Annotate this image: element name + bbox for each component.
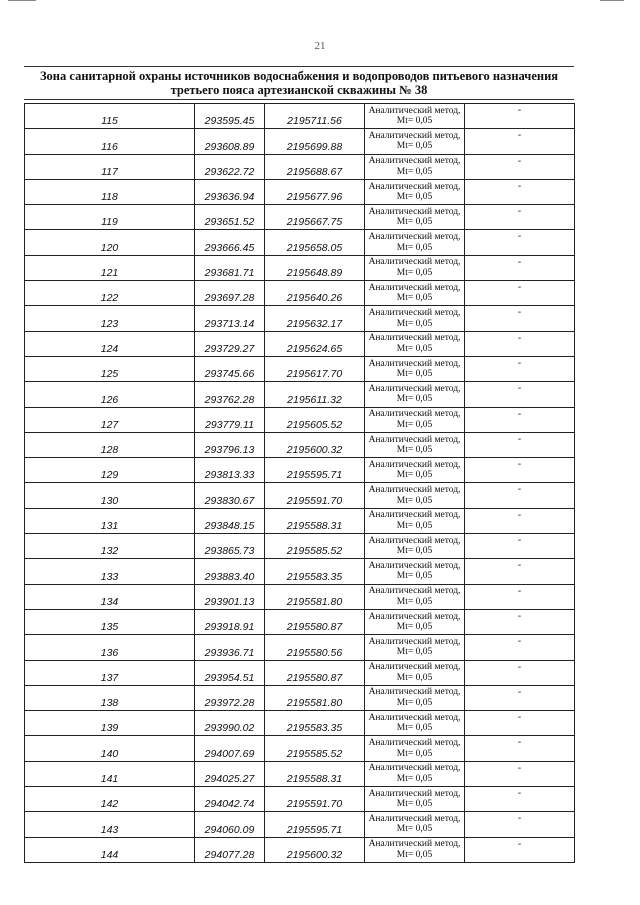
remark-cell: - (465, 534, 575, 559)
table-row (25, 787, 575, 812)
method-cell (365, 331, 465, 356)
accuracy-text: Mt= 0,05 (396, 343, 433, 354)
remark-cell: - (465, 660, 575, 685)
table-row (25, 407, 575, 432)
accuracy-text: Mt= 0,05 (396, 571, 433, 582)
y-coordinate: 2195583.35 (265, 559, 365, 584)
point-number: 125 (25, 356, 195, 381)
remark-cell: - (465, 356, 575, 381)
accuracy-text: Mt= 0,05 (396, 192, 433, 203)
remark-cell: - (465, 635, 575, 660)
method-cell (365, 559, 465, 584)
method-text: Аналитический метод, (368, 409, 461, 420)
y-coordinate: 2195699.88 (265, 129, 365, 154)
point-number: 124 (25, 331, 195, 356)
coordinates-table (24, 103, 575, 863)
point-number: 122 (25, 281, 195, 306)
point-number: 142 (25, 787, 195, 812)
accuracy-text: Mt= 0,05 (396, 419, 433, 430)
point-number: 116 (25, 129, 195, 154)
remark-cell: - (465, 331, 575, 356)
table-row (25, 382, 575, 407)
point-number: 143 (25, 812, 195, 837)
x-coordinate: 293622.72 (195, 154, 265, 179)
table-row (25, 154, 575, 179)
accuracy-text: Mt= 0,05 (396, 773, 433, 784)
method-text: Аналитический метод, (368, 636, 461, 647)
method-cell (365, 508, 465, 533)
y-coordinate: 2195583.35 (265, 711, 365, 736)
table-row (25, 306, 575, 331)
accuracy-text: Mt= 0,05 (396, 520, 433, 531)
y-coordinate: 2195581.80 (265, 685, 365, 710)
accuracy-text: Mt= 0,05 (396, 293, 433, 304)
y-coordinate: 2195595.71 (265, 458, 365, 483)
remark-cell: - (465, 179, 575, 204)
y-coordinate: 2195600.32 (265, 432, 365, 457)
accuracy-text: Mt= 0,05 (396, 141, 433, 152)
point-number: 129 (25, 458, 195, 483)
method-cell (365, 154, 465, 179)
point-number: 132 (25, 534, 195, 559)
remark-cell: - (465, 432, 575, 457)
remark-cell: - (465, 736, 575, 761)
accuracy-text: Mt= 0,05 (396, 647, 433, 658)
method-text: Аналитический метод, (368, 560, 461, 571)
y-coordinate: 2195595.71 (265, 812, 365, 837)
y-coordinate: 2195632.17 (265, 306, 365, 331)
method-text: Аналитический метод, (368, 282, 461, 293)
accuracy-text: Mt= 0,05 (396, 217, 433, 228)
title-line-2: третьего пояса артезианской скважины № 38 (170, 83, 428, 97)
point-number: 118 (25, 179, 195, 204)
y-coordinate: 2195611.32 (265, 382, 365, 407)
accuracy-text: Mt= 0,05 (396, 748, 433, 759)
table-row (25, 432, 575, 457)
table-row (25, 281, 575, 306)
table-row (25, 104, 575, 129)
method-text: Аналитический метод, (368, 510, 461, 521)
table-row (25, 205, 575, 230)
point-number: 138 (25, 685, 195, 710)
table-row (25, 179, 575, 204)
y-coordinate: 2195624.65 (265, 331, 365, 356)
table-row (25, 458, 575, 483)
remark-cell: - (465, 205, 575, 230)
method-text: Аналитический метод, (368, 434, 461, 445)
remark-cell: - (465, 787, 575, 812)
table-row (25, 356, 575, 381)
table-row (25, 483, 575, 508)
point-number: 131 (25, 508, 195, 533)
method-cell (365, 787, 465, 812)
y-coordinate: 2195688.67 (265, 154, 365, 179)
accuracy-text: Mt= 0,05 (396, 267, 433, 278)
x-coordinate: 293954.51 (195, 660, 265, 685)
y-coordinate: 2195658.05 (265, 230, 365, 255)
accuracy-text: Mt= 0,05 (396, 799, 433, 810)
method-text: Аналитический метод, (368, 813, 461, 824)
document-title (24, 66, 574, 100)
method-cell (365, 356, 465, 381)
method-cell (365, 382, 465, 407)
method-text: Аналитический метод, (368, 763, 461, 774)
method-text: Аналитический метод, (368, 383, 461, 394)
point-number: 119 (25, 205, 195, 230)
method-cell (365, 306, 465, 331)
point-number: 117 (25, 154, 195, 179)
accuracy-text: Mt= 0,05 (396, 849, 433, 860)
y-coordinate: 2195580.87 (265, 609, 365, 634)
method-text: Аналитический метод, (368, 586, 461, 597)
x-coordinate: 293636.94 (195, 179, 265, 204)
method-text: Аналитический метод, (368, 738, 461, 749)
remark-cell: - (465, 812, 575, 837)
method-text: Аналитический метод, (368, 459, 461, 470)
method-text: Аналитический метод, (368, 788, 461, 799)
remark-cell: - (465, 508, 575, 533)
remark-cell: - (465, 281, 575, 306)
method-cell (365, 685, 465, 710)
x-coordinate: 294060.09 (195, 812, 265, 837)
table-row (25, 255, 575, 280)
accuracy-text: Mt= 0,05 (396, 495, 433, 506)
point-number: 134 (25, 584, 195, 609)
remark-cell: - (465, 685, 575, 710)
y-coordinate: 2195617.70 (265, 356, 365, 381)
x-coordinate: 293762.28 (195, 382, 265, 407)
remark-cell: - (465, 837, 575, 862)
method-text: Аналитический метод, (368, 257, 461, 268)
table-row (25, 837, 575, 862)
accuracy-text: Mt= 0,05 (396, 318, 433, 329)
remark-cell: - (465, 104, 575, 129)
remark-cell: - (465, 255, 575, 280)
title-line-1: Зона санитарной охраны источников водоснабжения и водопроводов питьевого назначения (39, 69, 559, 83)
accuracy-text: Mt= 0,05 (396, 596, 433, 607)
remark-cell: - (465, 711, 575, 736)
accuracy-text: Mt= 0,05 (396, 394, 433, 405)
method-text: Аналитический метод, (368, 181, 461, 192)
accuracy-text: Mt= 0,05 (396, 445, 433, 455)
table-row (25, 660, 575, 685)
accuracy-text: Mt= 0,05 (396, 824, 433, 835)
y-coordinate: 2195580.87 (265, 660, 365, 685)
method-cell (365, 837, 465, 862)
table-row (25, 761, 575, 786)
y-coordinate: 2195648.89 (265, 255, 365, 280)
accuracy-text: Mt= 0,05 (396, 672, 433, 683)
x-coordinate: 293681.71 (195, 255, 265, 280)
y-coordinate: 2195591.70 (265, 787, 365, 812)
method-text: Аналитический метод, (368, 308, 461, 319)
method-cell (365, 407, 465, 432)
table-row (25, 230, 575, 255)
remark-cell: - (465, 129, 575, 154)
table-row (25, 508, 575, 533)
y-coordinate: 2195711.56 (265, 104, 365, 129)
method-cell (365, 104, 465, 129)
accuracy-text: Mt= 0,05 (396, 242, 433, 253)
x-coordinate: 293883.40 (195, 559, 265, 584)
point-number: 128 (25, 432, 195, 457)
method-text: Аналитический метод, (368, 333, 461, 344)
x-coordinate: 294077.28 (195, 837, 265, 862)
method-text: Аналитический метод, (368, 839, 461, 850)
table-row (25, 129, 575, 154)
remark-cell: - (465, 761, 575, 786)
method-text: Аналитический метод, (368, 156, 461, 167)
method-text: Аналитический метод, (368, 232, 461, 243)
x-coordinate: 293796.13 (195, 432, 265, 457)
y-coordinate: 2195677.96 (265, 179, 365, 204)
y-coordinate: 2195580.56 (265, 635, 365, 660)
table-row (25, 331, 575, 356)
method-cell (365, 660, 465, 685)
remark-cell: - (465, 407, 575, 432)
accuracy-text: Mt= 0,05 (396, 116, 433, 127)
remark-cell: - (465, 584, 575, 609)
x-coordinate: 293848.15 (195, 508, 265, 533)
method-cell (365, 711, 465, 736)
accuracy-text: Mt= 0,05 (396, 697, 433, 708)
point-number: 120 (25, 230, 195, 255)
method-cell (365, 432, 465, 457)
method-text: Аналитический метод, (368, 712, 461, 723)
method-cell (365, 483, 465, 508)
x-coordinate: 293608.89 (195, 129, 265, 154)
method-text: Аналитический метод, (368, 130, 461, 141)
method-cell (365, 534, 465, 559)
table-row (25, 609, 575, 634)
remark-cell: - (465, 559, 575, 584)
remark-cell: - (465, 382, 575, 407)
point-number: 115 (25, 104, 195, 129)
point-number: 141 (25, 761, 195, 786)
accuracy-text: Mt= 0,05 (396, 622, 433, 633)
method-cell (365, 179, 465, 204)
x-coordinate: 293779.11 (195, 407, 265, 432)
y-coordinate: 2195588.31 (265, 508, 365, 533)
y-coordinate: 2195605.52 (265, 407, 365, 432)
x-coordinate: 293713.14 (195, 306, 265, 331)
method-cell (365, 736, 465, 761)
y-coordinate: 2195588.31 (265, 761, 365, 786)
x-coordinate: 293830.67 (195, 483, 265, 508)
y-coordinate: 2195640.26 (265, 281, 365, 306)
remark-cell: - (465, 306, 575, 331)
accuracy-text: Mt= 0,05 (396, 723, 433, 734)
remark-cell: - (465, 154, 575, 179)
method-text: Аналитический метод, (368, 535, 461, 546)
point-number: 127 (25, 407, 195, 432)
method-text: Аналитический метод, (368, 105, 461, 116)
method-cell (365, 635, 465, 660)
table-row (25, 534, 575, 559)
x-coordinate: 294042.74 (195, 787, 265, 812)
method-text: Аналитический метод, (368, 662, 461, 673)
top-right-rule (600, 0, 624, 1)
remark-cell: - (465, 483, 575, 508)
method-cell (365, 584, 465, 609)
method-text: Аналитический метод, (368, 206, 461, 217)
table-row (25, 584, 575, 609)
x-coordinate: 293901.13 (195, 584, 265, 609)
method-cell (365, 609, 465, 634)
point-number: 144 (25, 837, 195, 862)
point-number: 130 (25, 483, 195, 508)
method-cell (365, 230, 465, 255)
remark-cell: - (465, 609, 575, 634)
accuracy-text: Mt= 0,05 (396, 166, 433, 177)
table-row (25, 685, 575, 710)
top-left-rule (8, 0, 36, 1)
method-text: Аналитический метод, (368, 358, 461, 369)
method-text: Аналитический метод, (368, 485, 461, 496)
point-number: 123 (25, 306, 195, 331)
x-coordinate: 293813.33 (195, 458, 265, 483)
x-coordinate: 293729.27 (195, 331, 265, 356)
method-cell (365, 458, 465, 483)
y-coordinate: 2195600.32 (265, 837, 365, 862)
table-row (25, 812, 575, 837)
y-coordinate: 2195591.70 (265, 483, 365, 508)
page-number: 21 (314, 40, 326, 52)
y-coordinate: 2195585.52 (265, 736, 365, 761)
x-coordinate: 293745.66 (195, 356, 265, 381)
table-row (25, 559, 575, 584)
method-cell (365, 129, 465, 154)
table-row (25, 635, 575, 660)
point-number: 139 (25, 711, 195, 736)
x-coordinate: 293918.91 (195, 609, 265, 634)
method-text: Аналитический метод, (368, 687, 461, 698)
remark-cell: - (465, 458, 575, 483)
accuracy-text: Mt= 0,05 (396, 369, 433, 380)
x-coordinate: 293865.73 (195, 534, 265, 559)
x-coordinate: 293666.45 (195, 230, 265, 255)
accuracy-text: Mt= 0,05 (396, 546, 433, 557)
point-number: 121 (25, 255, 195, 280)
method-cell (365, 205, 465, 230)
point-number: 126 (25, 382, 195, 407)
accuracy-text: Mt= 0,05 (396, 470, 433, 481)
point-number: 140 (25, 736, 195, 761)
x-coordinate: 293697.28 (195, 281, 265, 306)
x-coordinate: 294025.27 (195, 761, 265, 786)
remark-cell: - (465, 230, 575, 255)
method-cell (365, 255, 465, 280)
x-coordinate: 294007.69 (195, 736, 265, 761)
point-number: 136 (25, 635, 195, 660)
method-text: Аналитический метод, (368, 611, 461, 622)
y-coordinate: 2195667.75 (265, 205, 365, 230)
x-coordinate: 293595.45 (195, 104, 265, 129)
method-cell (365, 761, 465, 786)
table-row (25, 711, 575, 736)
x-coordinate: 293990.02 (195, 711, 265, 736)
y-coordinate: 2195581.80 (265, 584, 365, 609)
table-row (25, 736, 575, 761)
x-coordinate: 293936.71 (195, 635, 265, 660)
point-number: 137 (25, 660, 195, 685)
point-number: 133 (25, 559, 195, 584)
x-coordinate: 293651.52 (195, 205, 265, 230)
y-coordinate: 2195585.52 (265, 534, 365, 559)
point-number: 135 (25, 609, 195, 634)
method-cell (365, 281, 465, 306)
x-coordinate: 293972.28 (195, 685, 265, 710)
method-cell (365, 812, 465, 837)
